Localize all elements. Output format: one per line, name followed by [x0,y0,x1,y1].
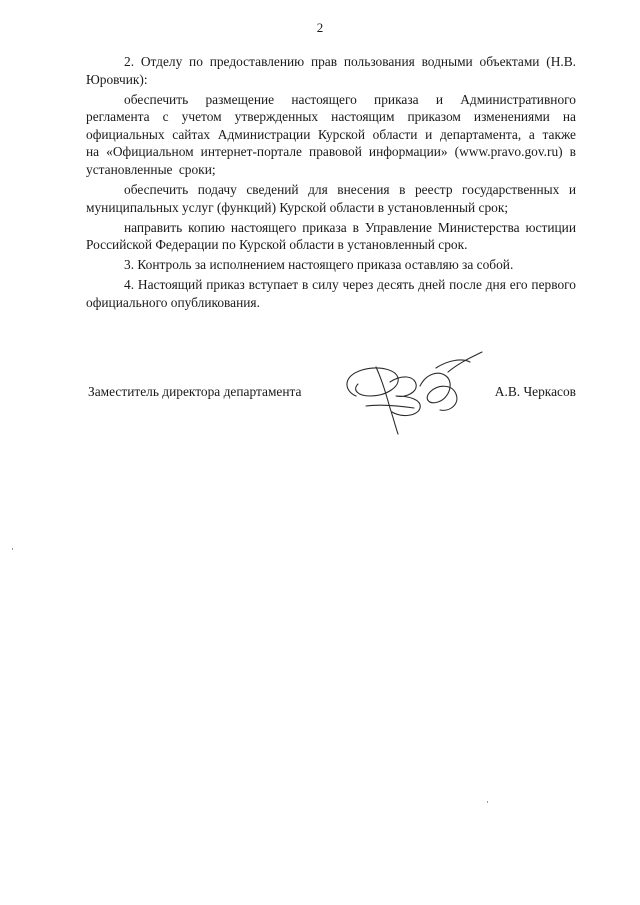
scan-speck [12,548,13,550]
signatory-name: А.В. Черкасов [494,384,576,399]
document-body [86,53,576,314]
signature-block [88,383,576,407]
paragraph-item-3: 3. Контроль за исполнением настоящего приказа оставляю за собой. [124,257,514,273]
paragraph-publish-order: обеспечить размещение настоящего приказа и Административного регламента с учетом утвержденных настоящим приказом изменениями на официальных сайтах Администрации Курской области и департамента, а также на «Официальном интернет-портале правовой информации» (www.pravo.gov.ru) в установленные сроки; [86,91,576,177]
page-number: 2 [316,20,324,35]
signatory-position: Заместитель директора департамента [88,384,302,399]
paragraph-send-copy: направить копию настоящего приказа в Управление Министерства юстиции Российской Федерации по Курской области в установленный срок. [86,219,576,253]
paragraph-item-2: 2. Отделу по предоставлению прав пользования водными объектами (Н.В. Юровчик): [86,54,576,87]
paragraph-item-4: 4. Настоящий приказ вступает в силу через десять дней после дня его первого официального опубликования. [86,277,576,310]
paragraph-registry-submission: обеспечить подачу сведений для внесения в реестр государственных и муниципальных услуг (функций) Курской области в установленный срок; [86,181,576,215]
handwritten-signature [336,346,486,438]
scan-speck [487,801,488,803]
